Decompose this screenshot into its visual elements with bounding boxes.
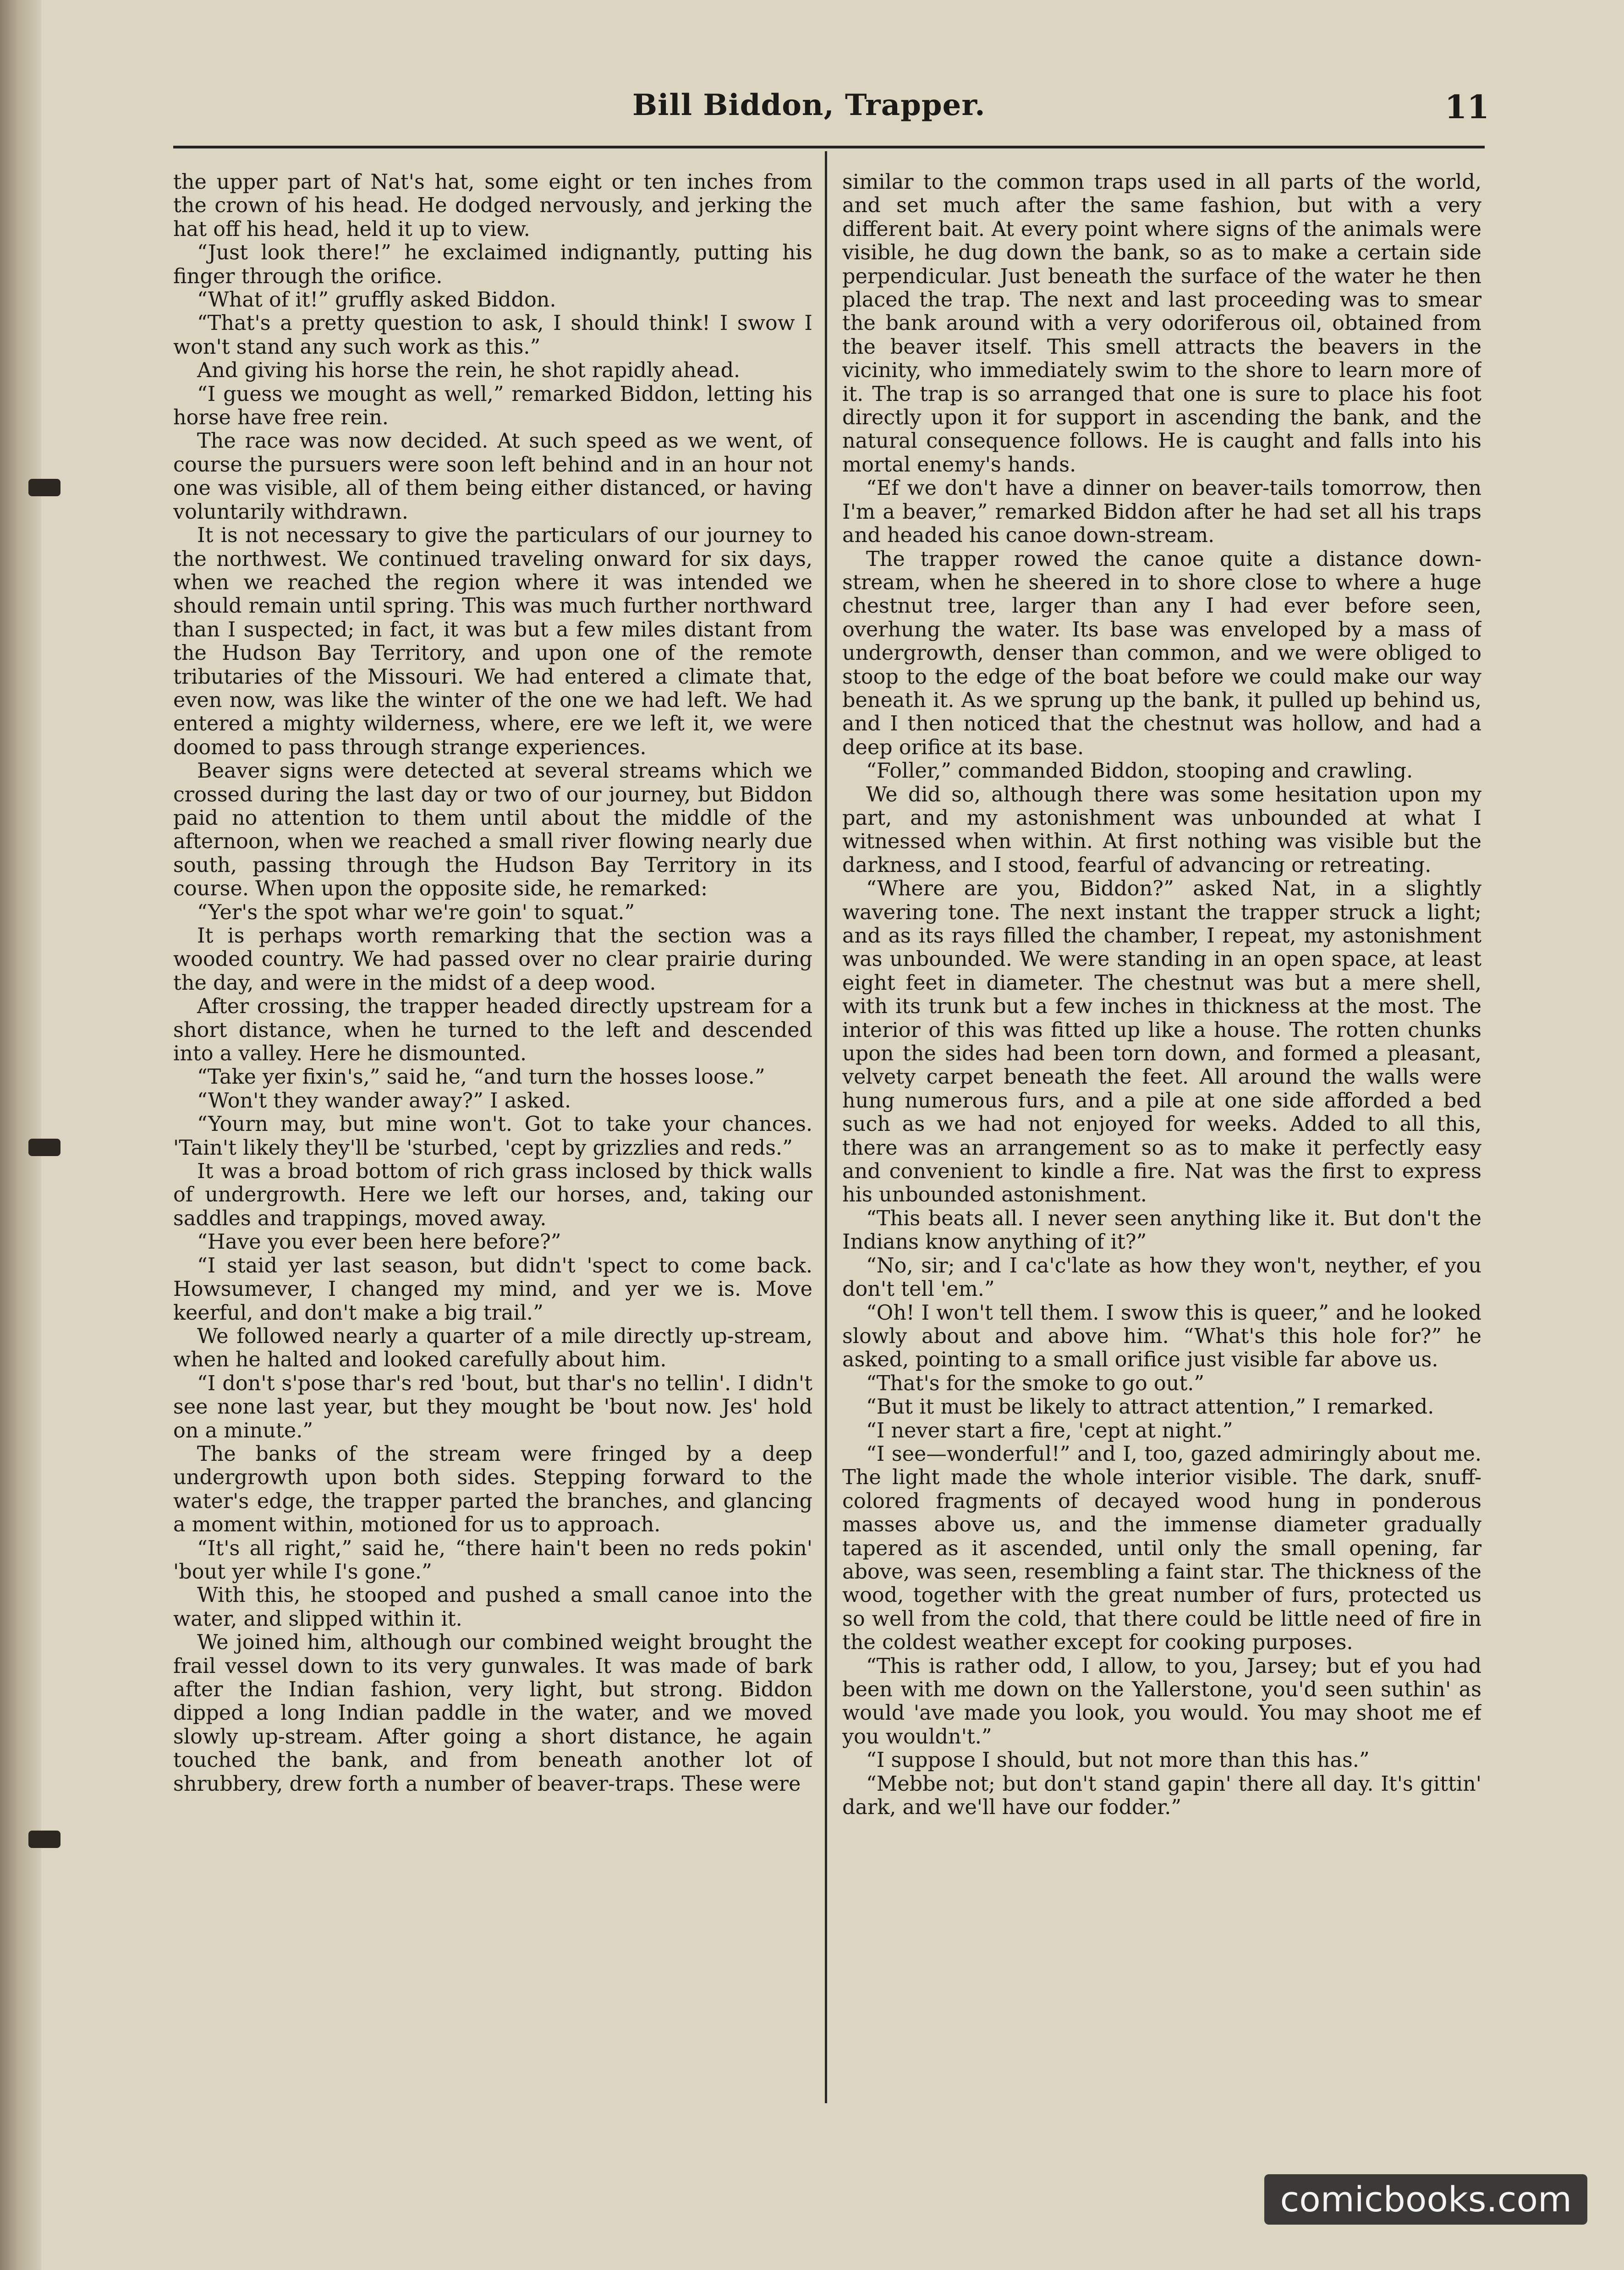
paragraph: With this, he stooped and pushed a small canoe into the water, and slipped within it. xyxy=(173,1584,812,1631)
paragraph: “I see—wonderful!” and I, too, gazed admiringly about me. The light made the whole interior visible. The dark, snuff-colored fragments of decayed wood hung in ponderous masses above us, and the immense diameter gradually tapered as it ascended, until only the small opening, far above, was seen, resembling a faint star. The thickness of the wood, together with the great number of furs, protected us so well from the cold, that there could be little need of fire in the coldest weather except for cooking purposes. xyxy=(842,1442,1481,1655)
paragraph: “This beats all. I never seen anything like it. But don't the Indians know anything of it?” xyxy=(842,1206,1481,1254)
header-rule xyxy=(173,146,1485,148)
page-binding-edge xyxy=(0,0,41,2270)
paragraph: “It's all right,” said he, “there hain't been no reds pokin' 'bout yer while I's gone.” xyxy=(173,1536,812,1584)
paragraph: “Oh! I won't tell them. I swow this is queer,” and he looked slowly about and above him. “What's this hole for?” he asked, pointing to a small orifice just visible far above us. xyxy=(842,1301,1481,1372)
paragraph: “Won't they wander away?” I asked. xyxy=(197,1089,571,1113)
page-header xyxy=(174,88,1489,138)
paragraph: “I staid yer last season, but didn't 'spect to come back. Howsumever, I changed my mind, and yer we is. Move keerful, and don't make a big trail.” xyxy=(173,1254,812,1325)
paragraph: “This is rather odd, I allow, to you, Jarsey; but ef you had been with me down on the Yallerstone, you'd seen suthin' as would 'ave made you look, you would. You may shoot me ef you wouldn't.” xyxy=(842,1654,1481,1749)
paragraph: “Ef we don't have a dinner on beaver-tails tomorrow, then I'm a beaver,” remarked Biddon after he had set all his traps and headed his canoe down-stream. xyxy=(842,477,1481,548)
paragraph: “I never start a fire, 'cept at night.” xyxy=(866,1419,1233,1442)
right-column xyxy=(842,170,1481,2109)
paragraph: similar to the common traps used in all parts of the world, and set much after the same fashion, but with a very different bait. At every point where signs of the animals were visible, he dug down the bank, so as to make a certain side perpendicular. Just beneath the surface of the water he then placed the trap. The next and last proceeding was to smear the bank around with a very odoriferous oil, obtained from the beaver itself. This smell attracts the beavers in the vicinity, who immediately swim to the shore to learn more of it. The trap is so arranged that one is sure to place his foot directly upon it for support in ascending the bank, and the natural consequence follows. He is caught and falls into his mortal enemy's hands. xyxy=(842,170,1481,477)
column-divider xyxy=(825,151,827,2103)
paragraph: “That's a pretty question to ask, I should think! I swow I won't stand any such work as this.” xyxy=(173,312,812,359)
paragraph: “I suppose I should, but not more than this has.” xyxy=(866,1749,1370,1772)
binding-hole xyxy=(28,1139,60,1156)
paragraph: The banks of the stream were fringed by a deep undergrowth upon both sides. Stepping forward to the water's edge, the trapper parted the branches, and glancing a moment within, motioned for us to approach. xyxy=(173,1442,812,1537)
paragraph: “Yourn may, but mine won't. Got to take your chances. 'Tain't likely they'll be 'sturbed, 'cept by grizzlies and reds.” xyxy=(173,1113,812,1160)
paragraph: “Foller,” commanded Biddon, stooping and crawling. xyxy=(866,759,1413,783)
paragraph: It is perhaps worth remarking that the section was a wooded country. We had passed over no clear prairie during the day, and were in the midst of a deep wood. xyxy=(173,924,812,995)
paragraph: “No, sir; and I ca'c'late as how they won't, neyther, ef you don't tell 'em.” xyxy=(842,1254,1481,1301)
paragraph: the upper part of Nat's hat, some eight or ten inches from the crown of his head. He dodged nervously, and jerking the hat off his head, held it up to view. xyxy=(173,170,812,241)
page-number: 11 xyxy=(1444,88,1489,126)
paragraph: The trapper rowed the canoe quite a distance down-stream, when he sheered in to shore close to where a huge chestnut tree, larger than any I had ever before seen, overhung the water. Its base was enveloped by a mass of undergrowth, denser than common, and we were obliged to stoop to the edge of the boat before we could make our way beneath it. As we sprung up the bank, it pulled up behind us, and I then noticed that the chestnut was hollow, and had a deep orifice at its base. xyxy=(842,547,1481,759)
paragraph: “That's for the smoke to go out.” xyxy=(866,1371,1205,1395)
paragraph: After crossing, the trapper headed directly upstream for a short distance, when he turned to the left and descended into a valley. Here he dismounted. xyxy=(173,995,812,1066)
binding-hole xyxy=(28,1831,60,1848)
paragraph: It is not necessary to give the particulars of our journey to the northwest. We continued traveling onward for six days, when we reached the region where it was intended we should remain until spring. This was much further northward than I suspected; in fact, it was but a few miles distant from the Hudson Bay Territory, and upon one of the remote tributaries of the Missouri. We had entered a climate that, even now, was like the winter of the one we had left. We had entered a mighty wilderness, where, ere we left it, we were doomed to pass through strange experiences. xyxy=(173,524,812,759)
paragraph: “Take yer fixin's,” said he, “and turn the hosses loose.” xyxy=(197,1065,765,1089)
paragraph: We did so, although there was some hesitation upon my part, and my astonishment was unbounded at what I witnessed when within. At first nothing was visible but the darkness, and I stood, fearful of advancing or retreating. xyxy=(842,783,1481,877)
paragraph: “But it must be likely to attract attention,” I remarked. xyxy=(866,1395,1434,1419)
running-title: Bill Biddon, Trapper. xyxy=(632,88,986,122)
watermark: comicbooks.com xyxy=(1264,2174,1587,2225)
paragraph: “I don't s'pose thar's red 'bout, but thar's no tellin'. I didn't see none last year, but they mought be 'bout now. Jes' hold on a minute.” xyxy=(173,1371,812,1442)
paragraph: “Yer's the spot whar we're goin' to squat.” xyxy=(197,900,635,924)
paragraph: We joined him, although our combined weight brought the frail vessel down to its very gunwales. It was made of bark after the Indian fashion, very light, but strong. Biddon dipped a long Indian paddle in the water, and we moved slowly up-stream. After going a short distance, he again touched the bank, and from beneath another lot of shrubbery, drew forth a number of beaver-traps. These were xyxy=(173,1631,812,1796)
binding-hole xyxy=(28,479,60,496)
paragraph: “Just look there!” he exclaimed indignantly, putting his finger through the orifice. xyxy=(173,241,812,288)
paragraph: “Where are you, Biddon?” asked Nat, in a slightly wavering tone. The next instant the trapper struck a light; and as its rays filled the chamber, I repeat, my astonishment was unbounded. We were standing in an open space, at least eight feet in diameter. The chestnut was but a mere shell, with its trunk but a few inches in thickness at the most. The interior of this was fitted up like a house. The rotten chunks upon the sides had been torn down, and formed a pleasant, velvety carpet beneath the feet. All around the walls were hung numerous furs, and a pile at one side afforded a bed such as we had not enjoyed for weeks. Added to all this, there was an arrangement so as to make it perfectly easy and convenient to kindle a fire. Nat was the first to express his unbounded astonishment. xyxy=(842,877,1481,1207)
paragraph: It was a broad bottom of rich grass inclosed by thick walls of undergrowth. Here we left our horses, and, taking our saddles and trappings, moved away. xyxy=(173,1160,812,1230)
paragraph: “What of it!” gruffly asked Biddon. xyxy=(197,288,556,312)
paragraph: “I guess we mought as well,” remarked Biddon, letting his horse have free rein. xyxy=(173,382,812,430)
paragraph: Beaver signs were detected at several streams which we crossed during the last day or two of our journey, but Biddon paid no attention to them until about the middle of the afternoon, when we reached a small river flowing nearly due south, passing through the Hudson Bay Territory in its course. When upon the opposite side, he remarked: xyxy=(173,759,812,901)
paragraph: “Have you ever been here before?” xyxy=(197,1230,561,1254)
left-column xyxy=(173,170,812,2109)
paragraph: And giving his horse the rein, he shot rapidly ahead. xyxy=(197,359,741,383)
paragraph: “Mebbe not; but don't stand gapin' there all day. It's gittin' dark, and we'll have our fodder.” xyxy=(842,1772,1481,1820)
paragraph: We followed nearly a quarter of a mile directly up-stream, when he halted and looked carefully about him. xyxy=(173,1324,812,1372)
paragraph: The race was now decided. At such speed as we went, of course the pursuers were soon left behind and in an hour not one was visible, all of them being either distanced, or having voluntarily withdrawn. xyxy=(173,429,812,524)
